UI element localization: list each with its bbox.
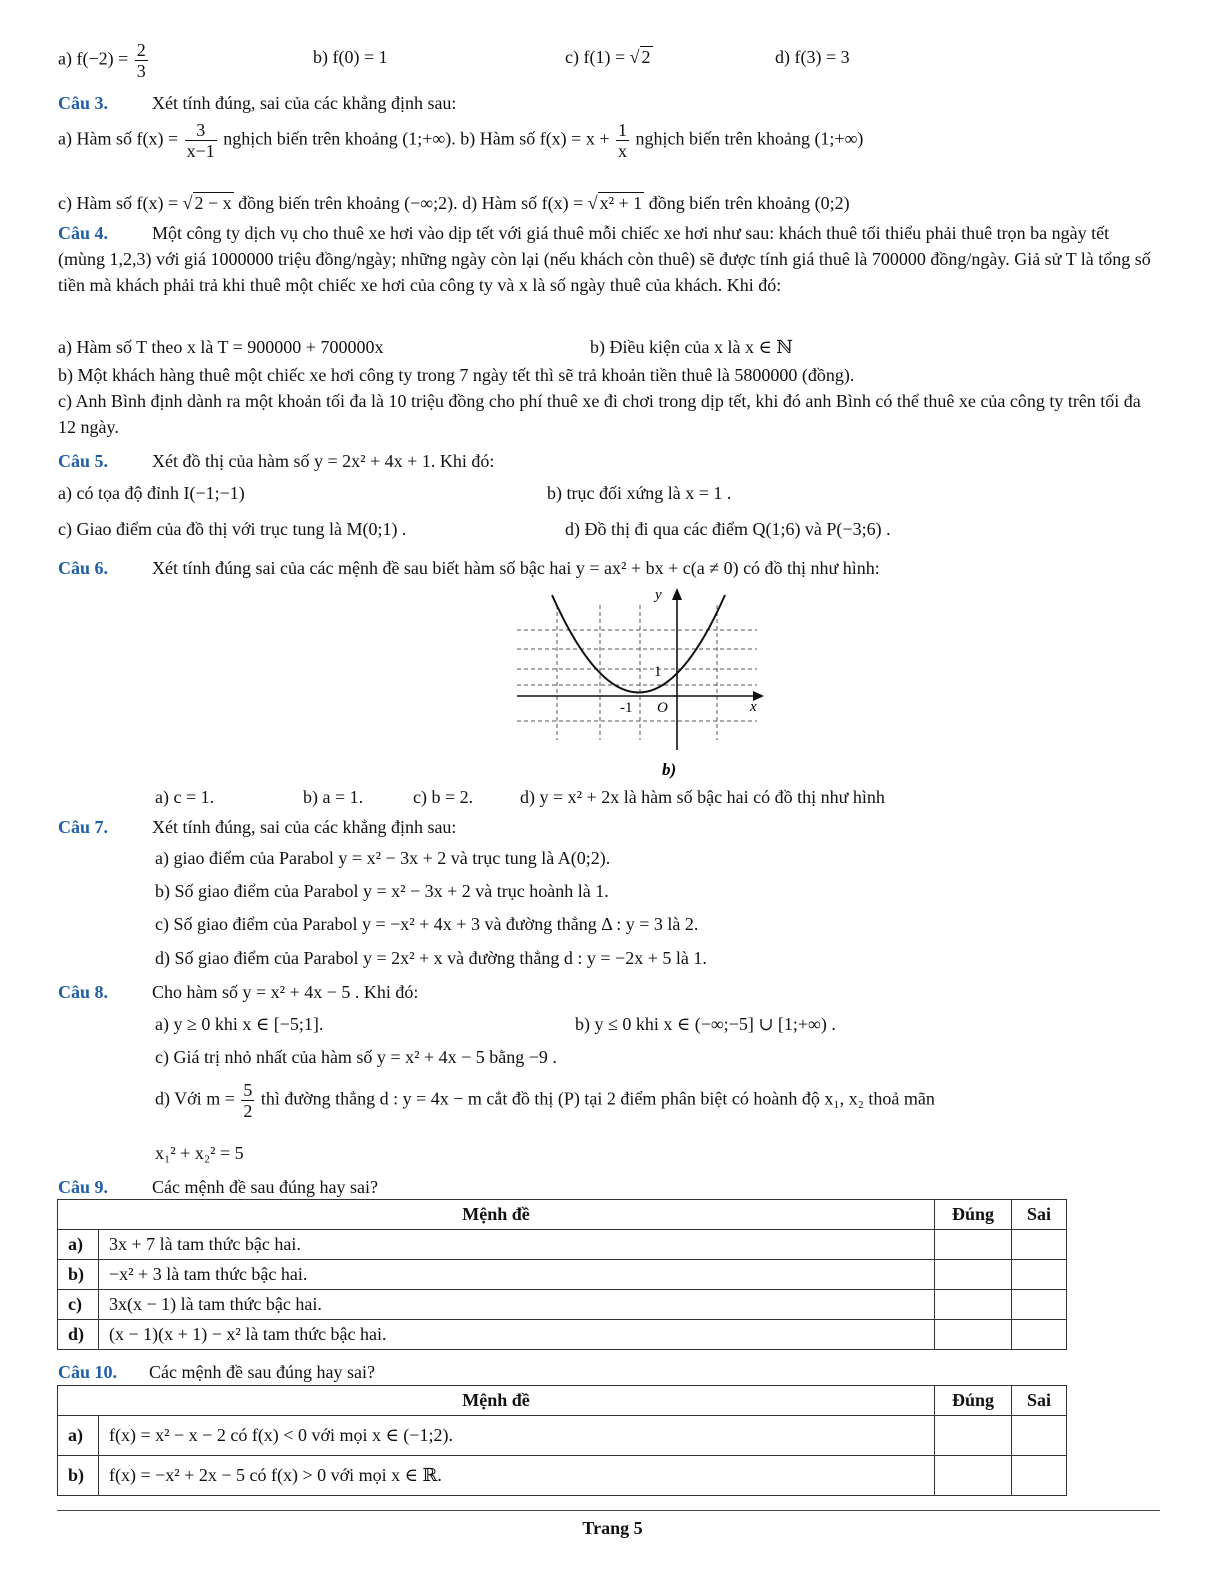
q10-table <box>57 1385 1067 1496</box>
footer-divider <box>57 1510 1160 1511</box>
answer-true-cell[interactable] <box>935 1456 1012 1496</box>
q8-option-b: b) y ≤ 0 khi x ∈ (−∞;−5] ∪ [1;+∞) . <box>575 1014 836 1034</box>
q7-heading: Câu 7. Xét tính đúng, sai của các khẳng định sau: <box>58 817 457 837</box>
answer-true-cell[interactable] <box>935 1230 1012 1260</box>
q2-option-c: c) f(1) = √ 2 <box>565 47 651 67</box>
q2-option-d: d) f(3) = 3 <box>775 47 850 67</box>
answer-true-cell[interactable] <box>935 1416 1012 1456</box>
q2-option-a: a) f(−2) = $\frac{2}{3}$ <box>58 40 146 81</box>
q8-option-a: a) y ≥ 0 khi x ∈ [−5;1]. <box>155 1014 324 1034</box>
table-header <box>58 1386 1067 1416</box>
header-false: Sai <box>1012 1200 1067 1230</box>
parabola-curve <box>552 595 725 693</box>
x-axis-label: x <box>750 699 757 715</box>
answer-false-cell[interactable] <box>1012 1260 1067 1290</box>
q7-option-b: b) Số giao điểm của Parabol y = x² − 3x + 2 và trục hoành là 1. <box>155 881 609 901</box>
table-row: b) −x² + 3 là tam thức bậc hai. <box>58 1260 1067 1290</box>
q8-option-c: c) Giá trị nhỏ nhất của hàm số y = x² + 4x − 5 bằng −9 . <box>155 1047 557 1067</box>
page-number: Trang 5 <box>582 1518 643 1538</box>
answer-false-cell[interactable] <box>1012 1290 1067 1320</box>
table-row: a) 3x + 7 là tam thức bậc hai. <box>58 1230 1067 1260</box>
table-row: c) 3x(x − 1) là tam thức bậc hai. <box>58 1290 1067 1320</box>
header-statement: Mệnh đề <box>58 1386 935 1416</box>
q2-option-b: b) f(0) = 1 <box>313 47 388 67</box>
answer-false-cell[interactable] <box>1012 1230 1067 1260</box>
q5-option-b: b) trục đối xứng là x = 1 . <box>547 483 732 503</box>
header-statement: Mệnh đề <box>58 1200 935 1230</box>
tick-label-neg-one: -1 <box>620 700 633 716</box>
q4-option-b: b) Một khách hàng thuê một chiếc xe hơi công ty trong 7 ngày tết thì sẽ trả khoản tiền thuê là 5800000 (đồng). <box>58 365 855 385</box>
q8-option-d-condition: x₁² + x₂² = 5 <box>155 1143 244 1163</box>
header-false: Sai <box>1012 1386 1067 1416</box>
q4-stem: Câu 4. Một công ty dịch vụ cho thuê xe hơi vào dịp tết với giá thuê mỗi chiếc xe hơi như sau: khách thuê tối thiểu phải thuê trọn ba ngày tết (mùng 1,2,3) với giá 1000000 triệu đồng/ngày; những ngày còn lại (nếu khách còn thuê) sẽ được tính giá thuê là 700000 đồng/ngày. Giả sử T là tổng số tiền mà khách phải trả khi thuê một chiếc xe hơi của công ty và x là số ngày thuê của khách. Khi đó: <box>58 223 1151 295</box>
q7-option-a: a) giao điểm của Parabol y = x² − 3x + 2 và trục tung là A(0;2). <box>155 848 611 868</box>
q9-table <box>57 1199 1067 1350</box>
q9-heading: Câu 9. Các mệnh đề sau đúng hay sai? <box>58 1177 378 1197</box>
q6-option-b: b) a = 1. <box>303 787 364 807</box>
table-row: b) f(x) = −x² + 2x − 5 có f(x) > 0 với mọi x ∈ ℝ. <box>58 1456 1067 1496</box>
q5-option-a: a) có tọa độ đỉnh I(−1;−1) <box>58 483 245 503</box>
q7-option-c: c) Số giao điểm của Parabol y = −x² + 4x + 3 và đường thẳng Δ : y = 3 là 2. <box>155 914 699 934</box>
q8-heading: Câu 8. Cho hàm số y = x² + 4x − 5 . Khi đó: <box>58 982 419 1002</box>
y-axis-arrow <box>672 588 682 600</box>
tick-label-one: 1 <box>654 664 662 680</box>
q4-option-c: c) Anh Bình định dành ra một khoản tối đa là 10 triệu đồng cho phí thuê xe đi chơi trong dịp tết, khi đó anh Bình có thể thuê xe của công ty trên tối đa 12 ngày. <box>58 391 1141 437</box>
header-true: Đúng <box>935 1386 1012 1416</box>
q6-option-a: a) c = 1. <box>155 787 215 807</box>
q8-option-d: d) Với m = $\frac{5}{2}$ thì đường thẳng d : y = 4x − m cắt đồ thị (P) tại 2 điểm phân biệt có hoành độ x₁, x₂ thoả mãn <box>155 1080 935 1121</box>
graph-caption: b) <box>662 760 677 779</box>
header-true: Đúng <box>935 1200 1012 1230</box>
answer-false-cell[interactable] <box>1012 1456 1067 1496</box>
origin-label: O <box>657 700 668 716</box>
answer-false-cell[interactable] <box>1012 1320 1067 1350</box>
table-row: d) (x − 1)(x + 1) − x² là tam thức bậc hai. <box>58 1320 1067 1350</box>
answer-true-cell[interactable] <box>935 1290 1012 1320</box>
q7-option-d: d) Số giao điểm của Parabol y = 2x² + x và đường thẳng d : y = −2x + 5 là 1. <box>155 948 707 968</box>
q5-option-d: d) Đồ thị đi qua các điểm Q(1;6) và P(−3;6) . <box>565 519 891 539</box>
table-header <box>58 1200 1067 1230</box>
q6-option-d: d) y = x² + 2x là hàm số bậc hai có đồ thị như hình <box>520 787 885 807</box>
answer-true-cell[interactable] <box>935 1320 1012 1350</box>
q3-line-cd: c) Hàm số f(x) = √ 2 − x đồng biến trên khoảng (−∞;2). d) Hàm số f(x) = √ x² + 1 đồng biến trên khoảng (0;2) <box>58 193 850 213</box>
q6-heading: Câu 6. Xét tính đúng sai của các mệnh đề sau biết hàm số bậc hai y = ax² + bx + c(a ≠ 0) có đồ thị như hình: <box>58 558 880 578</box>
q4-option-b-condition: b) Điều kiện của x là x ∈ ℕ <box>590 337 793 357</box>
answer-false-cell[interactable] <box>1012 1416 1067 1456</box>
q4-option-a: a) Hàm số T theo x là T = 900000 + 700000x <box>58 337 384 357</box>
q6-parabola-graph <box>512 585 772 780</box>
q3-line-ab: a) Hàm số f(x) = $\frac{3}{x-1}$ nghịch biến trên khoảng (1;+∞). b) Hàm số f(x) = x + $\frac{1}{x}$ nghịch biến trên khoảng (1;+∞) <box>58 120 864 161</box>
q5-option-c: c) Giao điểm của đồ thị với trục tung là M(0;1) . <box>58 519 407 539</box>
q3-heading: Câu 3. Xét tính đúng, sai của các khẳng định sau: <box>58 93 457 113</box>
y-axis-label: y <box>655 587 662 603</box>
table-row: a) f(x) = x² − x − 2 có f(x) < 0 với mọi x ∈ (−1;2). <box>58 1416 1067 1456</box>
q5-heading: Câu 5. Xét đồ thị của hàm số y = 2x² + 4x + 1. Khi đó: <box>58 451 495 471</box>
grid-lines <box>517 605 757 740</box>
answer-true-cell[interactable] <box>935 1260 1012 1290</box>
q6-option-c: c) b = 2. <box>413 787 474 807</box>
q10-heading: Câu 10. Các mệnh đề sau đúng hay sai? <box>58 1362 375 1382</box>
